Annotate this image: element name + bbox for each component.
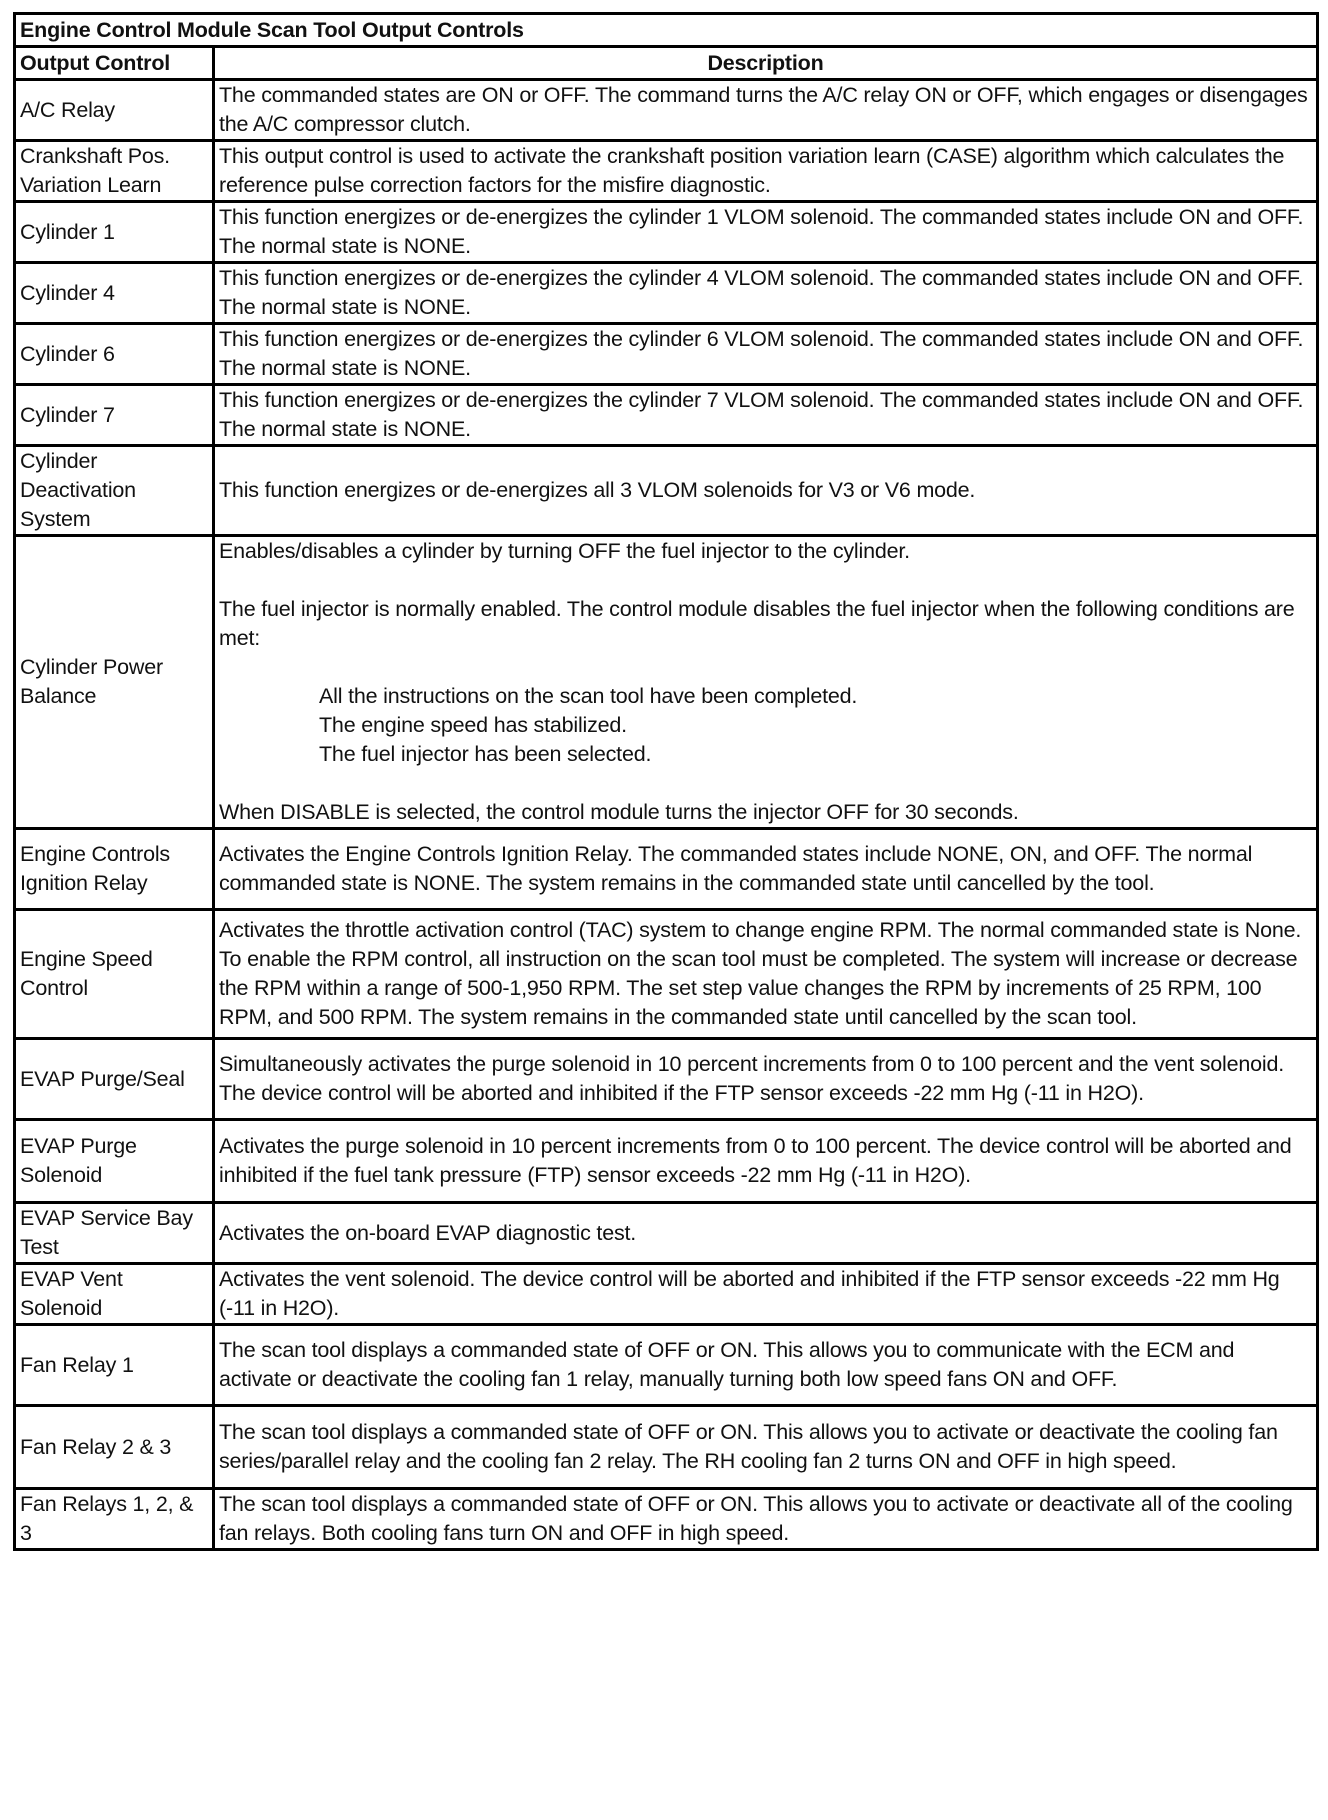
description-cell: The scan tool displays a commanded state of OFF or ON. This allows you to communicate with the ECM and activate or deactivate the cooling fan 1 relay, manually turning both low speed fans ON and OFF. — [214, 1325, 1318, 1406]
table-row — [15, 536, 1318, 829]
output-control-cell: Cylinder 6 — [15, 324, 214, 385]
description-cell: The commanded states are ON or OFF. The command turns the A/C relay ON or OFF, which engages or disengages the A/C compressor clutch. — [214, 80, 1318, 141]
output-control-cell: EVAP Purge Solenoid — [15, 1120, 214, 1203]
description-cell: This function energizes or de-energizes the cylinder 6 VLOM solenoid. The commanded states include ON and OFF. The normal state is NONE. — [214, 324, 1318, 385]
description-cell: Activates the throttle activation control (TAC) system to change engine RPM. The normal commanded state is None. To enable the RPM control, all instruction on the scan tool must be completed. The system will increase or decrease the RPM within a range of 500-1,950 RPM. The set step value changes the RPM by increments of 25 RPM, 100 RPM, and 500 RPM. The system remains in the commanded state until cancelled by the scan tool. — [214, 910, 1318, 1039]
output-control-cell: Engine Controls Ignition Relay — [15, 829, 214, 910]
output-control-cell: EVAP Purge/Seal — [15, 1039, 214, 1120]
table-row — [15, 1203, 1318, 1264]
output-control-cell: EVAP Vent Solenoid — [15, 1264, 214, 1325]
description-cell: Activates the on-board EVAP diagnostic test. — [214, 1203, 1318, 1264]
description-cell: The scan tool displays a commanded state of OFF or ON. This allows you to activate or deactivate the cooling fan series/parallel relay and the cooling fan 2 relay. The RH cooling fan 2 turns ON and OFF in high speed. — [214, 1406, 1318, 1489]
condition-item: The fuel injector has been selected. — [319, 742, 652, 766]
table-row — [15, 263, 1318, 324]
description-conditions-lead: The fuel injector is normally enabled. The control module disables the fuel injector when the following conditions are met: — [219, 597, 1295, 650]
output-control-cell: Fan Relays 1, 2, & 3 — [15, 1489, 214, 1550]
description-cell: Activates the purge solenoid in 10 percent increments from 0 to 100 percent. The device control will be aborted and inhibited if the fuel tank pressure (FTP) sensor exceeds -22 mm Hg (-11 in H2O). — [214, 1120, 1318, 1203]
output-control-cell: Cylinder 4 — [15, 263, 214, 324]
table-row — [15, 385, 1318, 446]
spacer — [219, 653, 1312, 682]
table-row — [15, 202, 1318, 263]
output-control-cell: Engine Speed Control — [15, 910, 214, 1039]
table-title-row — [15, 14, 1318, 47]
table-row — [15, 910, 1318, 1039]
table-row — [15, 1039, 1318, 1120]
output-control-cell: Cylinder 1 — [15, 202, 214, 263]
column-header-output-control: Output Control — [15, 47, 214, 80]
table-row — [15, 446, 1318, 536]
output-control-cell: Crankshaft Pos. Variation Learn — [15, 141, 214, 202]
description-cell: This function energizes or de-energizes the cylinder 4 VLOM solenoid. The commanded states include ON and OFF. The normal state is NONE. — [214, 263, 1318, 324]
output-control-cell: Fan Relay 1 — [15, 1325, 214, 1406]
description-cell: Activates the vent solenoid. The device control will be aborted and inhibited if the FTP sensor exceeds -22 mm Hg (-11 in H2O). — [214, 1264, 1318, 1325]
table-header-row — [15, 47, 1318, 80]
output-control-cell: Fan Relay 2 & 3 — [15, 1406, 214, 1489]
description-outro: When DISABLE is selected, the control module turns the injector OFF for 30 seconds. — [219, 800, 1019, 824]
output-control-cell: EVAP Service Bay Test — [15, 1203, 214, 1264]
output-control-cell: Cylinder Deactivation System — [15, 446, 214, 536]
table-row — [15, 1489, 1318, 1550]
description-cell: Simultaneously activates the purge solenoid in 10 percent increments from 0 to 100 percent and the vent solenoid. The device control will be aborted and inhibited if the FTP sensor exceeds -22 mm Hg (-11 in H2O). — [214, 1039, 1318, 1120]
table-row — [15, 80, 1318, 141]
condition-item: All the instructions on the scan tool have been completed. — [319, 684, 858, 708]
table-row — [15, 1406, 1318, 1489]
table-title: Engine Control Module Scan Tool Output Controls — [15, 14, 1318, 47]
table-row — [15, 1264, 1318, 1325]
table-row — [15, 829, 1318, 910]
output-control-cell: Cylinder 7 — [15, 385, 214, 446]
table-row — [15, 324, 1318, 385]
output-control-cell: Cylinder Power Balance — [15, 536, 214, 829]
description-intro: Enables/disables a cylinder by turning OFF the fuel injector to the cylinder. — [219, 539, 910, 563]
description-cell: This function energizes or de-energizes the cylinder 7 VLOM solenoid. The commanded states include ON and OFF. The normal state is NONE. — [214, 385, 1318, 446]
output-controls-table — [13, 12, 1319, 1551]
spacer — [219, 769, 1312, 798]
description-cell: Activates the Engine Controls Ignition Relay. The commanded states include NONE, ON, and OFF. The normal commanded state is NONE. The system remains in the commanded state until cancelled by the tool. — [214, 829, 1318, 910]
table-row — [15, 1120, 1318, 1203]
condition-item: The engine speed has stabilized. — [319, 713, 627, 737]
spacer — [219, 566, 1312, 595]
description-cell: This function energizes or de-energizes all 3 VLOM solenoids for V3 or V6 mode. — [214, 446, 1318, 536]
output-control-cell: A/C Relay — [15, 80, 214, 141]
description-cell: The scan tool displays a commanded state of OFF or ON. This allows you to activate or deactivate all of the cooling fan relays. Both cooling fans turn ON and OFF in high speed. — [214, 1489, 1318, 1550]
table-row — [15, 141, 1318, 202]
table-row — [15, 1325, 1318, 1406]
description-cell — [214, 536, 1318, 829]
description-cell: This output control is used to activate the crankshaft position variation learn (CASE) algorithm which calculates the reference pulse correction factors for the misfire diagnostic. — [214, 141, 1318, 202]
description-cell: This function energizes or de-energizes the cylinder 1 VLOM solenoid. The commanded states include ON and OFF. The normal state is NONE. — [214, 202, 1318, 263]
column-header-description: Description — [214, 47, 1318, 80]
